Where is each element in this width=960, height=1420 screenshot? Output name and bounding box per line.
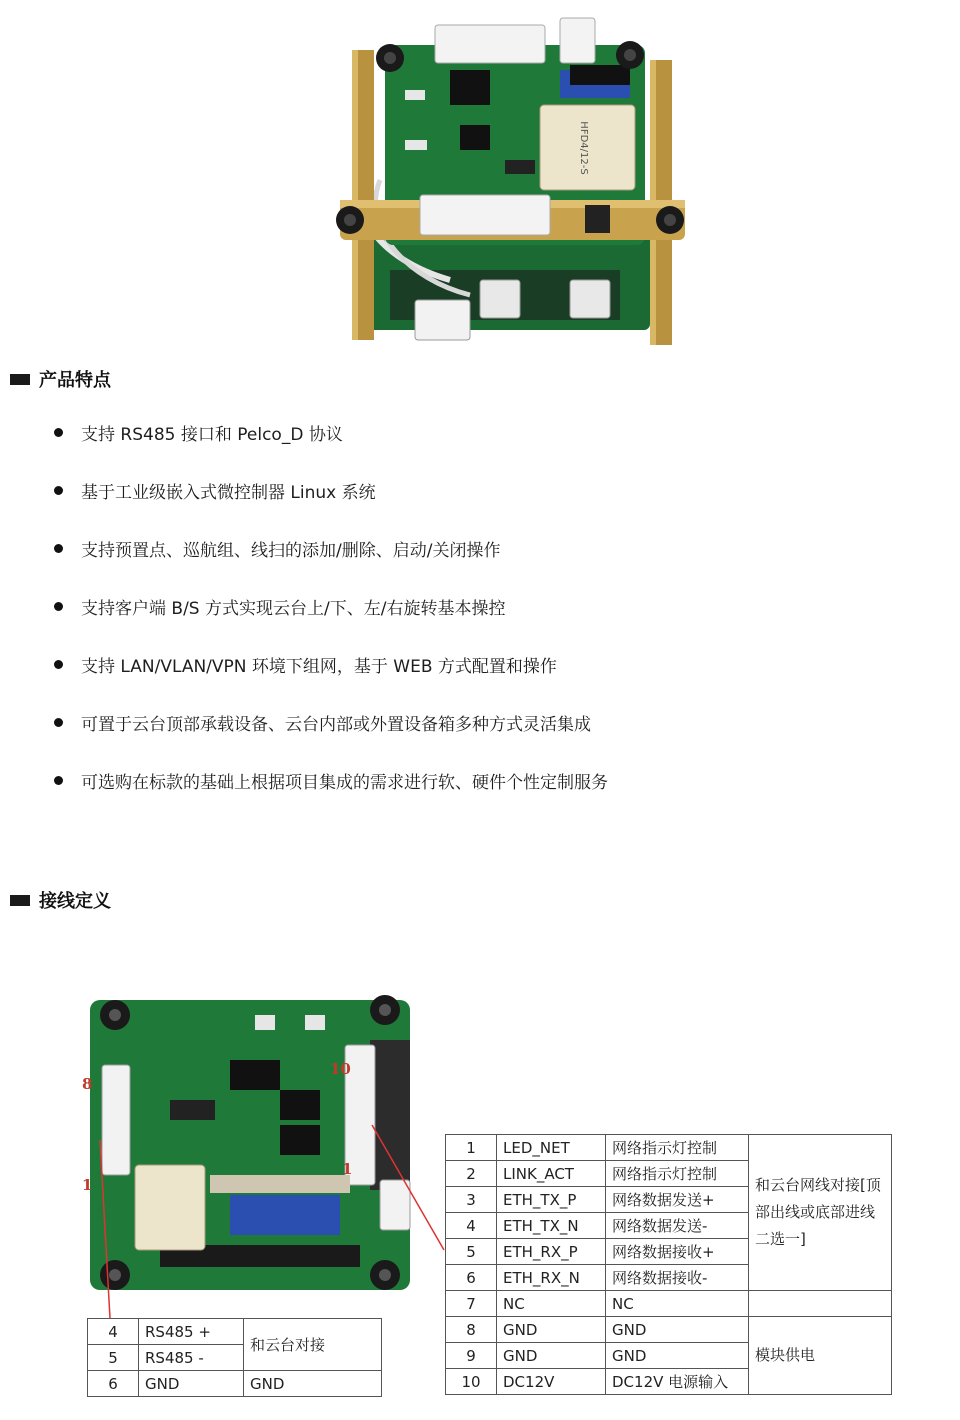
- feature-text: 支持 RS485 接口和 Pelco_D 协议: [81, 425, 343, 445]
- pin-signal: RS485 -: [139, 1345, 244, 1371]
- table-row: [446, 1317, 892, 1343]
- bullet-icon: [54, 718, 63, 727]
- pin-signal: GND: [497, 1343, 606, 1369]
- empty-cell: [749, 1291, 892, 1317]
- pin-desc: GND: [606, 1343, 749, 1369]
- network-note: 和云台网线对接[顶部出线或底部进线二选一]: [749, 1135, 892, 1291]
- pin-signal: NC: [497, 1291, 606, 1317]
- pin-number: 6: [446, 1265, 497, 1291]
- list-item: [50, 420, 930, 478]
- pin-label-right-top: 10: [330, 1060, 351, 1078]
- pin-number: 10: [446, 1369, 497, 1395]
- feature-text: 基于工业级嵌入式微控制器 Linux 系统: [81, 483, 376, 503]
- bullet-icon: [54, 428, 63, 437]
- list-item: [50, 652, 930, 710]
- pin-signal: GND: [497, 1317, 606, 1343]
- pin-desc: GND: [244, 1371, 382, 1397]
- pin-number: 4: [88, 1319, 139, 1345]
- pin-desc: 网络数据发送-: [606, 1213, 749, 1239]
- pin-signal: LED_NET: [497, 1135, 606, 1161]
- list-item: [50, 478, 930, 536]
- wiring-section-header: [10, 887, 111, 913]
- list-item: [50, 536, 930, 594]
- relay-label: HFD4/12-S: [578, 121, 589, 175]
- wiring-title: 接线定义: [39, 891, 111, 912]
- pin-signal: RS485 +: [139, 1319, 244, 1345]
- pin-number: 7: [446, 1291, 497, 1317]
- pin-label-left-bottom: 1: [82, 1176, 93, 1194]
- pin-signal: ETH_RX_P: [497, 1239, 606, 1265]
- pin-number: 9: [446, 1343, 497, 1369]
- bullet-icon: [54, 544, 63, 553]
- section-marker: [10, 895, 30, 906]
- section-marker: [10, 374, 30, 385]
- feature-text: 支持客户端 B/S 方式实现云台上/下、左/右旋转基本操控: [81, 599, 506, 619]
- power-note: 模块供电: [749, 1317, 892, 1395]
- product-photo: [330, 10, 692, 348]
- list-item: [50, 594, 930, 652]
- table-row: [446, 1291, 892, 1317]
- pin-number: 5: [88, 1345, 139, 1371]
- pin-number: 3: [446, 1187, 497, 1213]
- bullet-icon: [54, 486, 63, 495]
- pin-desc: DC12V 电源输入: [606, 1369, 749, 1395]
- pin-label-left-top: 8: [82, 1075, 93, 1093]
- pin-desc: 网络指示灯控制: [606, 1135, 749, 1161]
- pin-desc: GND: [606, 1317, 749, 1343]
- network-pin-table: [445, 1134, 892, 1395]
- bullet-icon: [54, 602, 63, 611]
- pin-number: 2: [446, 1161, 497, 1187]
- pin-number: 5: [446, 1239, 497, 1265]
- pin-desc: 网络指示灯控制: [606, 1161, 749, 1187]
- list-item: [50, 768, 930, 826]
- table-row: [88, 1371, 382, 1397]
- pin-signal: DC12V: [497, 1369, 606, 1395]
- list-item: [50, 710, 930, 768]
- pin-number: 8: [446, 1317, 497, 1343]
- feature-text: 可选购在标款的基础上根据项目集成的需求进行软、硬件个性定制服务: [81, 773, 608, 793]
- board-photo: [80, 980, 420, 1300]
- bullet-icon: [54, 660, 63, 669]
- pin-number: 4: [446, 1213, 497, 1239]
- pin-signal: ETH_TX_N: [497, 1213, 606, 1239]
- bullet-icon: [54, 776, 63, 785]
- pin-signal: ETH_RX_N: [497, 1265, 606, 1291]
- feature-text: 可置于云台顶部承载设备、云台内部或外置设备箱多种方式灵活集成: [81, 715, 591, 735]
- pin-number: 1: [446, 1135, 497, 1161]
- pin-desc: NC: [606, 1291, 749, 1317]
- features-title: 产品特点: [39, 370, 111, 391]
- features-section-header: [10, 366, 111, 392]
- rs485-pin-table: [87, 1318, 382, 1397]
- pin-label-right-bottom: 1: [342, 1160, 353, 1178]
- pin-signal: ETH_TX_P: [497, 1187, 606, 1213]
- pin-desc: 网络数据接收-: [606, 1265, 749, 1291]
- feature-text: 支持 LAN/VLAN/VPN 环境下组网，基于 WEB 方式配置和操作: [81, 657, 557, 677]
- table-row: [88, 1319, 382, 1345]
- table-row: [446, 1135, 892, 1161]
- pin-number: 6: [88, 1371, 139, 1397]
- pin-signal: GND: [139, 1371, 244, 1397]
- pin-signal: LINK_ACT: [497, 1161, 606, 1187]
- pin-desc: 网络数据接收+: [606, 1239, 749, 1265]
- feature-list: [50, 420, 930, 826]
- feature-text: 支持预置点、巡航组、线扫的添加/删除、启动/关闭操作: [81, 541, 501, 561]
- pin-desc: 网络数据发送+: [606, 1187, 749, 1213]
- pin-group-note: 和云台对接: [244, 1319, 382, 1371]
